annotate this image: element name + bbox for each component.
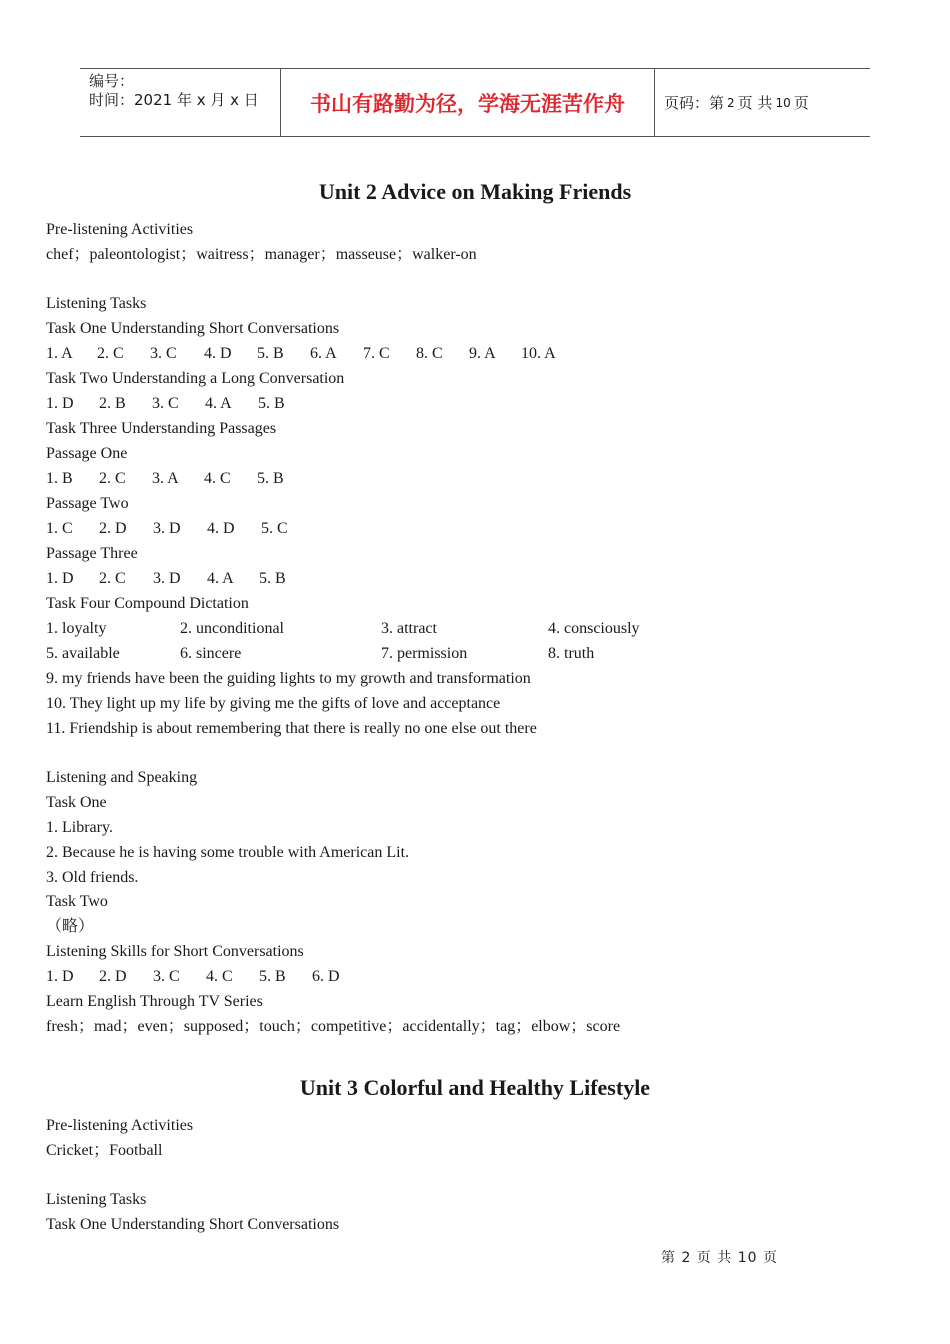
answer-item: 4. A — [205, 395, 232, 412]
dictation-item: 5. available — [46, 645, 120, 662]
dictation-item: 4. consciously — [548, 620, 640, 637]
dictation-item: 1. loyalty — [46, 620, 107, 637]
dictation-item: 3. attract — [381, 620, 437, 637]
speaking-task2-note: （略） — [46, 918, 95, 935]
answer-item: 8. C — [416, 345, 443, 362]
tv-series-words: fresh；mad；even；supposed；touch；competitive；accidentally；tag；elbow；score — [46, 1018, 621, 1035]
answer-item: 4. D — [207, 520, 235, 537]
header-page-cell — [655, 69, 870, 136]
unit2-pre-heading: Pre-listening Activities — [46, 221, 194, 238]
skills-answers — [46, 967, 906, 987]
document-header — [80, 68, 870, 137]
dictation-item: 8. truth — [548, 645, 595, 662]
answer-item: 5. C — [261, 520, 288, 537]
unit3-pre-words: Cricket；Football — [46, 1142, 163, 1159]
dictation-row-1 — [46, 619, 906, 639]
answer-item: 4. C — [204, 470, 231, 487]
dictation-sentence-9: 9. my friends have been the guiding lights to my growth and transformation — [46, 670, 531, 687]
answer-item: 3. C — [152, 395, 179, 412]
answer-item: 1. D — [46, 395, 74, 412]
document-date: 时间：2021 年 x 月 x 日 — [89, 91, 259, 109]
unit3-pre-heading: Pre-listening Activities — [46, 1117, 194, 1134]
answer-item: 4. A — [207, 570, 234, 587]
header-meta-cell — [80, 69, 281, 136]
passage2-heading: Passage Two — [46, 495, 129, 512]
answer-item: 1. B — [46, 470, 73, 487]
passage1-answers — [46, 469, 906, 489]
page-total-number: 10 — [775, 95, 791, 110]
dictation-item: 6. sincere — [180, 645, 242, 662]
motto-text: 书山有路勤为径，学海无涯苦作舟 — [310, 91, 625, 116]
unit2-task4-heading: Task Four Compound Dictation — [46, 595, 249, 612]
unit2-task1-answers — [46, 344, 906, 364]
unit2-task2-answers — [46, 394, 906, 414]
answer-item: 6. D — [312, 968, 340, 985]
answer-item: 4. C — [206, 968, 233, 985]
skills-heading: Listening Skills for Short Conversations — [46, 943, 304, 960]
unit2-title: Unit 2 Advice on Making Friends — [318, 179, 632, 204]
page-label-prefix: 页码：第 — [664, 94, 725, 112]
answer-item: 5. B — [259, 968, 286, 985]
document-number-label: 编号： — [89, 72, 135, 90]
unit2-task1-heading: Task One Understanding Short Conversations — [46, 320, 340, 337]
answer-item: 3. D — [153, 520, 181, 537]
answer-item: 2. C — [99, 570, 126, 587]
unit3-task1-heading: Task One Understanding Short Conversations — [46, 1216, 340, 1233]
passage3-heading: Passage Three — [46, 545, 138, 562]
answer-item: 2. D — [99, 968, 127, 985]
answer-item: 4. D — [204, 345, 232, 362]
answer-item: 1. D — [46, 968, 74, 985]
answer-item: 9. A — [469, 345, 496, 362]
page-label-suffix: 页 — [793, 94, 809, 112]
dictation-row-2 — [46, 644, 906, 664]
answer-item: 6. A — [310, 345, 337, 362]
answer-item: 5. B — [258, 395, 285, 412]
unit3-listening-heading: Listening Tasks — [46, 1191, 147, 1208]
answer-item: 5. B — [257, 345, 284, 362]
answer-item: 3. D — [153, 570, 181, 587]
answer-item: 2. B — [99, 395, 126, 412]
speaking-answer-2: 2. Because he is having some trouble with American Lit. — [46, 844, 410, 861]
speaking-answer-1: 1. Library. — [46, 819, 113, 836]
answer-item: 5. B — [257, 470, 284, 487]
dictation-sentence-11: 11. Friendship is about remembering that there is really no one else out there — [46, 720, 537, 737]
answer-item: 1. D — [46, 570, 74, 587]
answer-item: 1. A — [46, 345, 73, 362]
unit2-task2-heading: Task Two Understanding a Long Conversation — [46, 370, 345, 387]
speaking-heading: Listening and Speaking — [46, 769, 198, 786]
tv-series-heading: Learn English Through TV Series — [46, 993, 263, 1010]
passage3-answers — [46, 569, 906, 589]
page-footer: 第 2 页 共 10 页 — [661, 1250, 778, 1266]
answer-item: 5. B — [259, 570, 286, 587]
unit3-title: Unit 3 Colorful and Healthy Lifestyle — [299, 1075, 651, 1100]
dictation-item: 2. unconditional — [180, 620, 284, 637]
answer-item: 3. A — [152, 470, 179, 487]
page-label-middle: 页 共 — [737, 94, 773, 112]
unit2-pre-words: chef；paleontologist；waitress；manager；masseuse；walker-on — [46, 246, 477, 263]
passage2-answers — [46, 519, 906, 539]
unit2-task3-heading: Task Three Understanding Passages — [46, 420, 277, 437]
answer-item: 1. C — [46, 520, 73, 537]
speaking-task1-heading: Task One — [46, 794, 107, 811]
answer-item: 2. C — [97, 345, 124, 362]
unit2-listening-heading: Listening Tasks — [46, 295, 147, 312]
dictation-item: 7. permission — [381, 645, 468, 662]
answer-item: 2. C — [99, 470, 126, 487]
speaking-answer-3: 3. Old friends. — [46, 869, 139, 886]
dictation-sentence-10: 10. They light up my life by giving me the gifts of love and acceptance — [46, 695, 501, 712]
answer-item: 2. D — [99, 520, 127, 537]
answer-item: 10. A — [521, 345, 556, 362]
answer-item: 3. C — [153, 968, 180, 985]
passage1-heading: Passage One — [46, 445, 128, 462]
speaking-task2-heading: Task Two — [46, 893, 108, 910]
header-motto-cell — [281, 69, 655, 136]
answer-item: 7. C — [363, 345, 390, 362]
page-current-number: 2 — [727, 95, 735, 110]
answer-item: 3. C — [150, 345, 177, 362]
